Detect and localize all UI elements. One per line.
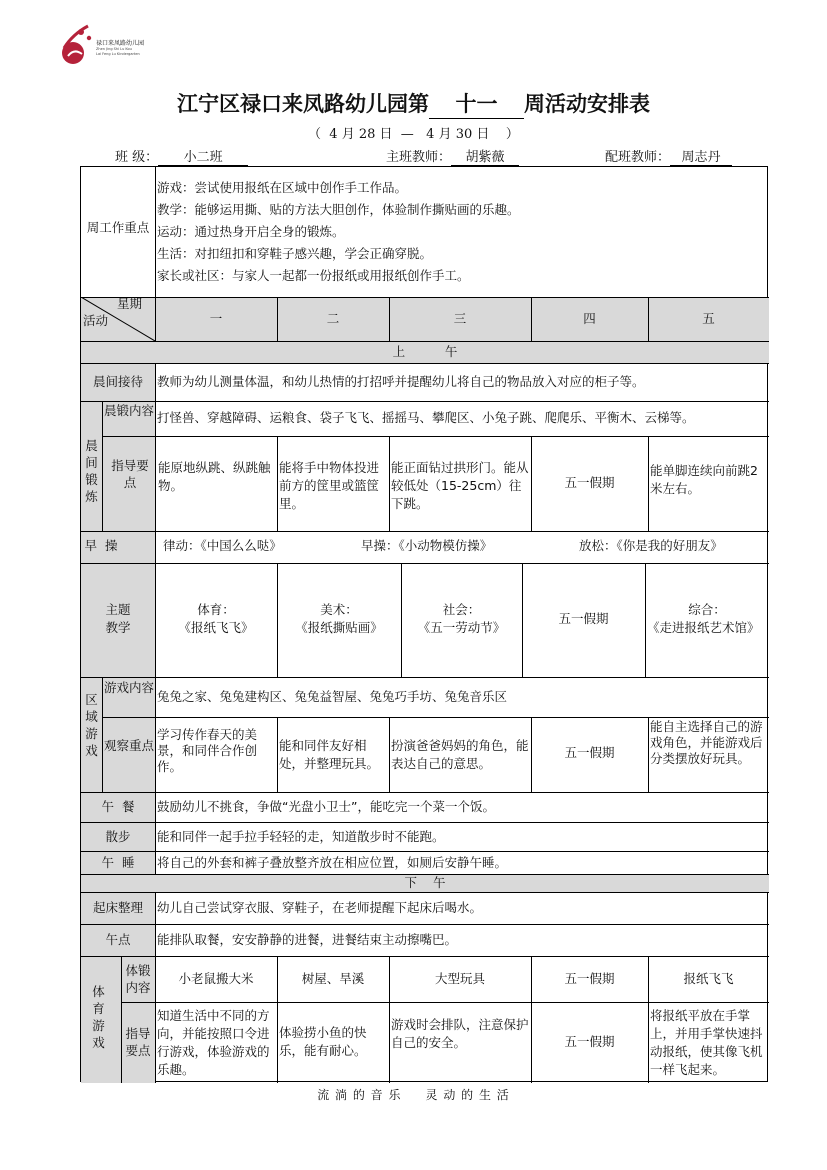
nap-label: 午 睡 [101,855,135,870]
theme-wed-title: 《五一劳动节》 [417,620,506,635]
page-title [0,88,827,119]
logo-name: 禄口来凤路幼儿园 [96,40,145,47]
exercise-relax: 放松：《你是我的好朋友》 [579,538,723,553]
class-label: 班 级： [115,150,159,165]
morning-point-mon: 能原地纵跳、纵跳触物。 [158,460,271,493]
class-info [115,146,248,166]
logo-emblem-icon [58,20,96,66]
theme-fri-title: 《走进报纸艺术馆》 [647,620,760,635]
weekly-focus-line-2: 教学：能够运用撕、贴的方法大胆创作，体验制作撕贴画的乐趣。 [157,202,520,217]
kindergarten-logo [58,20,153,68]
theme-tue-subject: 美术： [320,602,358,617]
wakeup-text: 幼儿自己尝试穿衣服、穿鞋子，在老师提醒下起床后喝水。 [157,900,483,915]
pe-points-label: 指导要点 [125,1026,151,1058]
morning-exercise-points-label: 指导要点 [111,458,149,490]
schedule-table [80,166,768,1082]
pe-content-tue: 树屋、旱溪 [301,971,365,986]
walk-label: 散步 [105,829,131,844]
theme-wed-subject: 社会： [442,602,481,617]
logo-sub-line-1: Zhen Jing Shi Lu Kou [96,47,132,51]
exercise-morning: 早操：《小动物模仿操》 [361,538,493,553]
pm-band-label: 下 午 [404,875,446,890]
day-header-thu: 四 [583,311,596,326]
corner-weekday-label: 星期 [117,296,143,311]
weekly-focus-line-4: 生活：对扣纽扣和穿鞋子感兴趣，学会正确穿脱。 [157,246,433,261]
weekly-focus-line-5: 家长或社区：与家人一起都一份报纸或用报纸创作手工。 [157,268,470,283]
weekly-focus-label: 周工作重点 [86,220,150,235]
theme-tue-title: 《报纸撕贴画》 [295,620,383,635]
wakeup-label: 起床整理 [92,900,143,915]
observe-mon: 学习传作春天的美景，和同伴合作创作。 [157,727,258,774]
snack-text: 能排队取餐，安安静静的进餐，进餐结束主动擦嘴巴。 [157,932,458,947]
morning-point-thu: 五一假期 [564,475,615,490]
morning-point-fri: 能单脚连续向前跳2 米左右。 [650,463,758,496]
class-value: 小二班 [158,146,248,166]
day-header-wed: 三 [453,311,467,326]
assist-teacher-value: 周志丹 [670,146,732,166]
exercise-rhythm: 律动：《中国么么哒》 [163,538,282,553]
theme-fri-subject: 综合： [688,602,726,617]
morning-exercise-group-label: 晨间锻炼 [85,438,98,504]
pe-point-tue: 体验捞小鱼的快乐，能有耐心。 [279,1025,367,1058]
logo-subtitle [96,47,140,56]
footer-slogan: 流 淌 的 音 乐 灵 动 的 生 活 [317,1088,510,1102]
exercises-label: 早 操 [84,538,118,553]
area-game-observe-label: 观察重点 [104,738,155,753]
walk-text: 能和同伴一起手拉手轻轻的走，知道散步时不能跑。 [157,829,445,844]
pe-point-fri: 将报纸平放在手掌上，并用手掌快速抖动报纸，使其像飞机一样飞起来。 [650,1008,763,1077]
observe-tue: 能和同伴友好相处，并整理玩具。 [279,738,380,771]
pe-content-thu: 五一假期 [564,971,615,986]
morning-point-wed: 能正面钻过拱形门。能从较低处（15-25cm）往下跳。 [391,460,529,511]
weekly-focus-line-3: 运动：通过热身开启全身的锻炼。 [157,224,345,239]
lunch-text: 鼓励幼儿不挑食，争做“光盘小卫士”，能吃完一个菜一个饭。 [157,799,495,814]
morning-exercise-content-label: 晨锻内容 [104,403,155,418]
pe-point-thu: 五一假期 [564,1034,615,1049]
title-week-number: 十一 [429,88,524,119]
pe-point-mon: 知道生活中不同的方向，并能按照口令进行游戏，体验游戏的乐趣。 [157,1008,270,1077]
theme-label-2: 教学 [105,620,131,635]
theme-mon-subject: 体育： [197,602,235,617]
theme-mon-title: 《报纸飞飞》 [178,620,254,635]
pe-content-fri: 报纸飞飞 [683,971,734,986]
weekly-focus-line-1: 游戏：尝试使用报纸在区域中创作手工作品。 [157,180,408,195]
morning-reception-label: 晨间接待 [92,374,143,389]
pe-content-label: 体锻内容 [125,963,151,995]
assist-teacher-label: 配班教师： [605,150,671,165]
observe-thu: 五一假期 [564,745,615,760]
theme-thu-subject: 五一假期 [558,611,609,626]
theme-label-1: 主题 [105,602,131,617]
observe-fri: 能自主选择自己的游戏角色，并能游戏后分类摆放好玩具。 [650,719,763,766]
lunch-label: 午 餐 [101,799,135,814]
main-teacher-label: 主班教师： [386,150,452,165]
title-prefix: 江宁区禄口来凤路幼儿园第 [177,91,429,116]
main-teacher-value: 胡紫薇 [451,146,519,166]
assist-teacher-info [605,146,732,166]
day-header-mon: 一 [209,311,223,326]
morning-exercise-content-text: 打怪兽、穿越障碍、运粮食、袋子飞飞、摇摇马、攀爬区、小兔子跳、爬爬乐、平衡木、云梯等。 [157,410,695,425]
snack-label: 午点 [105,932,131,947]
pe-content-wed: 大型玩具 [434,971,485,986]
title-suffix: 周活动安排表 [524,91,650,116]
am-band-label: 上 午 [392,344,458,359]
nap-text: 将自己的外套和裤子叠放整齐放在相应位置，如厕后安静午睡。 [157,855,508,870]
date-range: （ 4 月 28 日 — 4 月 30 日 ） [308,127,519,142]
main-teacher-info [386,146,519,166]
morning-reception-text: 教师为幼儿测量体温，和幼儿热情的打招呼并提醒幼儿将自己的物品放入对应的柜子等。 [157,374,645,389]
area-game-content-text: 兔兔之家、兔兔建构区、兔兔益智屋、兔兔巧手坊、兔兔音乐区 [157,689,508,704]
day-header-fri: 五 [702,311,715,326]
pe-point-wed: 游戏时会排队，注意保护自己的安全。 [391,1017,529,1050]
area-game-group-label: 区域游戏 [85,692,98,758]
area-game-content-label: 游戏内容 [104,680,155,695]
pe-content-mon: 小老鼠搬大米 [178,971,254,986]
logo-sub-line-2: Lai Feng Lu Kindergarten [96,51,140,56]
pe-game-group-label: 体育游戏 [92,984,105,1050]
corner-activity-label: 活动 [83,313,109,328]
observe-wed: 扮演爸爸妈妈的角色，能表达自己的意思。 [391,738,529,771]
day-header-tue: 二 [326,311,340,326]
morning-point-tue: 能将手中物体投进前方的筐里或篮筐里。 [279,460,380,511]
